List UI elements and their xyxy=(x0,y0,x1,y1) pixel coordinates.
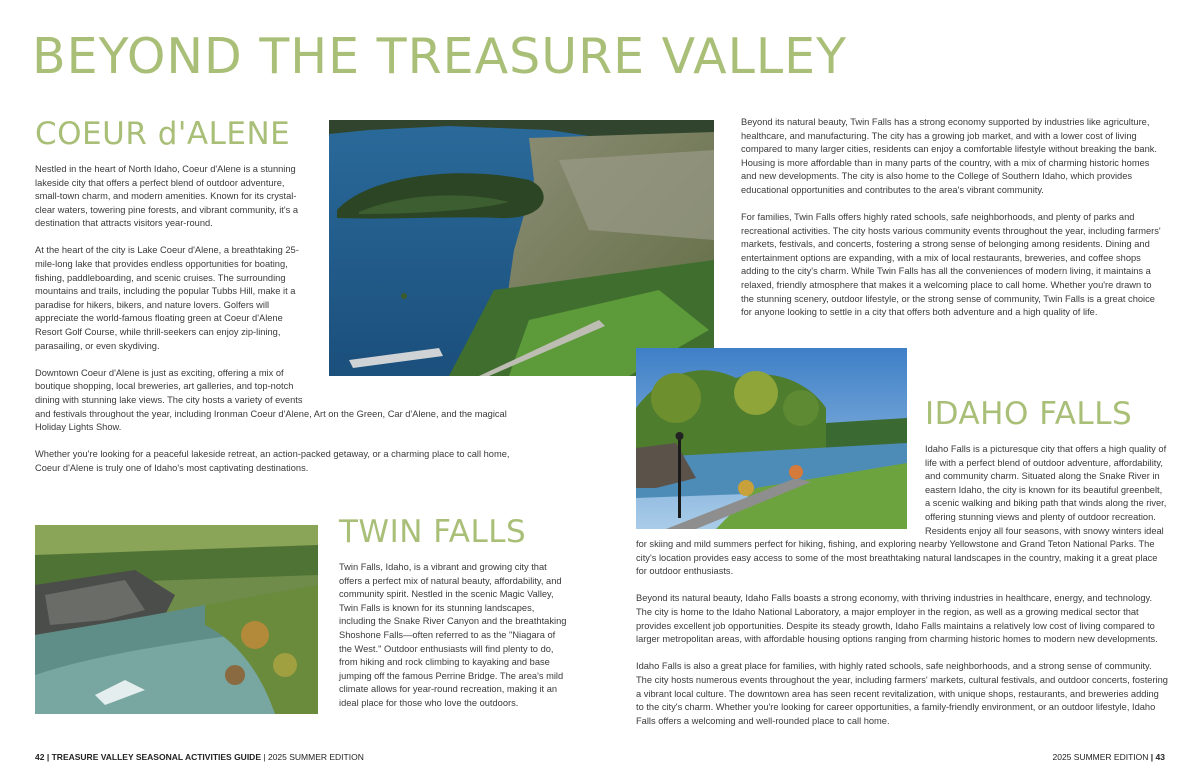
coeur-heading: COEUR d'ALENE xyxy=(35,116,291,152)
footer-left xyxy=(35,752,364,762)
coeur-photo-spacer xyxy=(304,163,510,399)
idaho-body xyxy=(636,443,1168,742)
footer-right-separator: | xyxy=(1150,752,1154,762)
twin-body-2 xyxy=(741,116,1162,333)
coeur-paragraph-2: At the heart of the city is Lake Coeur d'Alene, a breathtaking 25-mile-long lake that provides endless opportunities for boating, fishing, paddleboarding, and scenic cruises. The surrounding mountains and trails, including the popular Tubbs Hill, make it a paradise for hikers, bikers, and nature lovers. Golfers will appreciate the world-famous floating green at Coeur d'Alene Resort Golf Course, while thrill-seekers can enjoy zip-lining, parasailing, or even skydiving. xyxy=(35,245,299,351)
footer-right-page-number: 43 xyxy=(1155,752,1165,762)
idaho-heading: IDAHO FALLS xyxy=(925,396,1133,432)
twin-body-1 xyxy=(339,561,569,724)
footer-left-separator-2: | xyxy=(263,752,266,762)
coeur-body xyxy=(35,163,510,489)
coeur-paragraph-1: Nestled in the heart of North Idaho, Coeur d'Alene is a stunning lakeside city that offers a perfect blend of outdoor adventure, small-town charm, and modern amenities. Known for its crystal-clear waters, towering pine forests, and vibrant community, it's a destination that attracts visitors year-round. xyxy=(35,164,299,229)
idaho-photo-spacer xyxy=(636,443,925,530)
idaho-paragraph-3: Idaho Falls is also a great place for families, with highly rated schools, safe neighborhoods, and a strong sense of community. The city hosts numerous events throughout the year, including farmers' markets, cultural festivals, and outdoor concerts, fostering a vibrant local culture. The downtown area has seen recent revitalization, with unique shops, restaurants, and breweries adding to the city's charm. Whether you're looking for career opportunities, a family-friendly environment, or an outdoor lifestyle, Idaho Falls offers a welcoming and well-rounded place to call home. xyxy=(636,661,1168,726)
footer-right xyxy=(1053,752,1166,762)
footer-right-edition: 2025 SUMMER EDITION xyxy=(1052,752,1149,762)
twin-paragraph-2: Beyond its natural beauty, Twin Falls has a strong economy supported by industries like agriculture, healthcare, and manufacturing. The city has a growing job market, and with a lower cost of living compared to many larger cities, residents can enjoy a comfortable lifestyle without breaking the bank. Housing is more affordable than in many parts of the country, with a mix of charming historic homes and new developments. The city is also home to the College of Southern Idaho, which provides educational opportunities and contributes to the area's vibrant community. xyxy=(741,117,1157,195)
page-title: BEYOND THE TREASURE VALLEY xyxy=(32,28,848,85)
footer-left-page-number: 42 xyxy=(35,752,45,762)
idaho-paragraph-1: Idaho Falls is a picturesque city that offers a high quality of life with a perfect blend of outdoor adventure, affordability, and community charm. Situated along the Snake River in eastern Idaho, the city is known for its beautiful greenbelt, a scenic walking and biking path that winds along the river, offering stunning views and plenty of outdoor recreation. Residents enjoy all four seasons, with snowy winters ideal for skiing and mild summers perfect for hiking, fishing, and exploring nearby Yellowstone and Grand Teton National Parks. The city's location provides easy access to some of the most breathtaking natural landscapes in the country, making it a great place for outdoor enthusiasts. xyxy=(636,444,1167,577)
twin-paragraph-3: For families, Twin Falls offers highly rated schools, safe neighborhoods, and plenty of parks and recreational activities. The city hosts various community events throughout the year, including farmers' markets, festivals, and concerts, fostering a strong sense of belonging among residents. Dining and entertainment options are expanding, with a mix of local restaurants, breweries, and coffee shops adding to the city's charm. While Twin Falls has all the conveniences of modern living, it maintains a relaxed, friendly atmosphere that makes it a welcoming place to call home. Whether you're drawn to the stunning scenery, outdoor lifestyle, or the strong sense of community, Twin Falls is a great choice for anyone looking to settle in a city that offers both adventure and a high quality of life. xyxy=(741,212,1161,318)
footer-left-edition: 2025 SUMMER EDITION xyxy=(267,752,364,762)
footer-left-publication: TREASURE VALLEY SEASONAL ACTIVITIES GUIDE xyxy=(51,752,261,762)
idaho-paragraph-2: Beyond its natural beauty, Idaho Falls boasts a strong economy, with thriving industries in healthcare, energy, and technology. The city is home to the Idaho National Laboratory, a major employer in the region, as well as a growing medical sector that provides excellent job opportunities. Despite its steady growth, Idaho Falls maintains a relatively low cost of living compared to larger metropolitan areas, with affordable housing options ranging from charming historic homes to modern new developments. xyxy=(636,593,1158,645)
coeur-paragraph-3: Downtown Coeur d'Alene is just as exciting, offering a mix of boutique shopping, local breweries, art galleries, and top-notch dining with stunning lake views. The city hosts a variety of events and festivals throughout the year, including Ironman Coeur d'Alene, Art on the Green, Car d'Alene, and the magical Holiday Lights Show. xyxy=(35,367,507,433)
coeur-paragraph-4: Whether you're looking for a peaceful lakeside retreat, an action-packed getaway, or a charming place to call home, Coeur d'Alene is truly one of Idaho's most captivating destinations. xyxy=(35,449,510,473)
twin-heading: TWIN FALLS xyxy=(339,514,527,550)
twin-paragraph-1: Twin Falls, Idaho, is a vibrant and growing city that offers a perfect mix of natural beauty, affordability, and community spirit. Nestled in the scenic Magic Valley, Twin Falls is known for its stunning landscapes, including the Snake River Canyon and the breathtaking Shoshone Falls—often referred to as the "Niagara of the West." Outdoor enthusiasts will find plenty to do, from hiking and rock climbing to kayaking and base jumping off the famous Perrine Bridge. The area's mild climate allows for year-round recreation, making it an ideal place for those who love the outdoors. xyxy=(339,562,567,708)
footer-left-separator: | xyxy=(46,752,50,762)
twin-falls-canyon-photo xyxy=(35,525,318,714)
